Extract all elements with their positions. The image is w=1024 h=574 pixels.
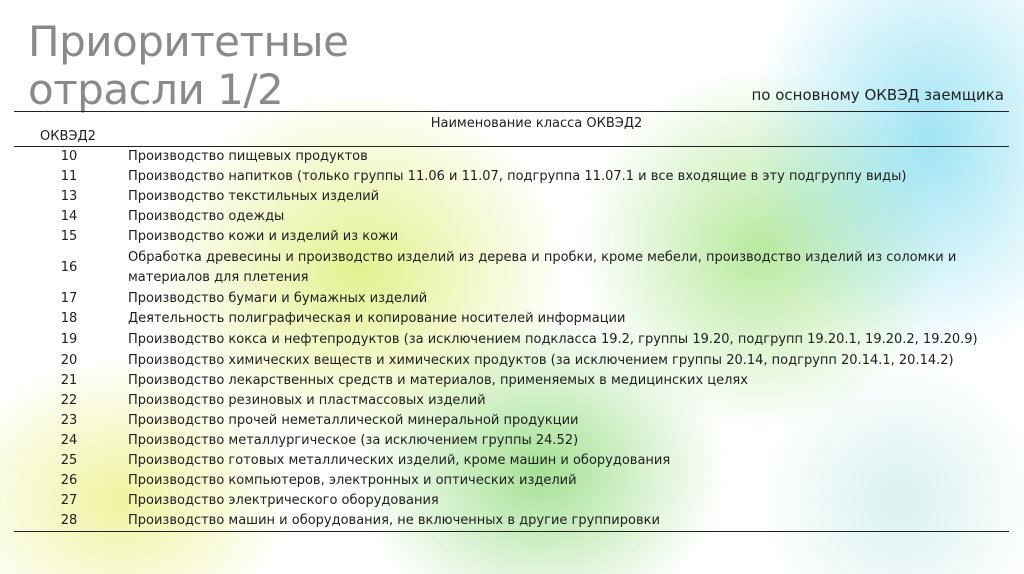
row-code: 18 [60,311,78,326]
row-code: 22 [60,393,78,408]
row-code: 14 [60,209,78,224]
row-code: 19 [60,332,78,347]
table-row [14,371,1009,391]
row-code: 10 [60,149,78,164]
table-row [14,471,1009,491]
row-name: Производство электрического оборудования [128,493,439,508]
row-name: Производство прочей неметаллической минеральной продукции [128,413,579,428]
row-code: 17 [60,291,78,306]
row-code: 21 [60,373,78,388]
table-row [14,491,1009,511]
column-header-code: ОКВЭД2 [14,112,124,147]
table-row [14,289,1009,309]
table-row [14,207,1009,227]
slide-subtitle: по основному ОКВЭД заемщика [751,86,1004,104]
row-name: Производство кокса и нефтепродуктов (за исключением подкласса 19.2, группы 19.20, подгрупп 19.20.1, 19.20.2, 19.20.9) [128,332,978,347]
row-code: 15 [60,229,78,244]
row-code: 11 [60,169,78,184]
row-name: Производство одежды [128,209,285,224]
row-name: Производство бумаги и бумажных изделий [128,291,428,306]
table-row [14,167,1009,187]
row-name: Производство машин и оборудования, не включенных в другие группировки [124,511,1009,532]
row-name: Производство химических веществ и химических продуктов (за исключением группы 20.14, подгрупп 20.14.1, 20.14.2) [128,353,954,368]
row-name: Производство напитков (только группы 11.06 и 11.07, подгруппа 11.07.1 и все входящие в эту подгруппу виды) [128,169,907,184]
table-row [14,451,1009,471]
table-row [14,247,1009,289]
row-name: Производство металлургическое (за исключением группы 24.52) [128,433,579,448]
table-row [14,411,1009,431]
table-row [14,391,1009,411]
row-code: 20 [60,353,78,368]
table-row [14,227,1009,247]
row-code: 13 [60,189,78,204]
row-name: Производство компьютеров, электронных и оптических изделий [128,473,577,488]
row-code: 24 [60,433,78,448]
row-code: 27 [60,493,78,508]
okved-table [14,111,1009,532]
column-header-name: Наименование класса ОКВЭД2 [124,112,1009,147]
row-code: 23 [60,413,78,428]
slide-title-line-2: отрасли 1/2 [28,65,284,114]
table-row [14,187,1009,207]
row-code: 16 [60,260,78,275]
row-name: Производство кожи и изделий из кожи [128,229,399,244]
table-row [14,309,1009,329]
row-name: Производство текстильных изделий [128,189,380,204]
table-row [14,431,1009,451]
row-name: Производство пищевых продуктов [128,149,368,164]
slide-title-line-1: Приоритетные [28,17,349,66]
row-code: 26 [60,473,78,488]
table-header-row [14,112,1009,147]
row-name: Деятельность полиграфическая и копирование носителей информации [128,311,626,326]
row-name: Производство готовых металлических изделий, кроме машин и оборудования [128,453,671,468]
row-name: Производство резиновых и пластмассовых изделий [128,393,486,408]
table-row [14,351,1009,371]
table-row [14,329,1009,351]
row-code: 25 [60,453,78,468]
table-row [14,511,1009,532]
row-code: 28 [14,511,124,532]
row-name: Производство лекарственных средств и материалов, применяемых в медицинских целях [128,373,748,388]
table-row [14,147,1009,168]
row-name: Обработка древесины и производство изделий из дерева и пробки, кроме мебели, производство изделий из соломки и материалов для плетения [128,250,957,285]
slide-title [28,18,348,114]
